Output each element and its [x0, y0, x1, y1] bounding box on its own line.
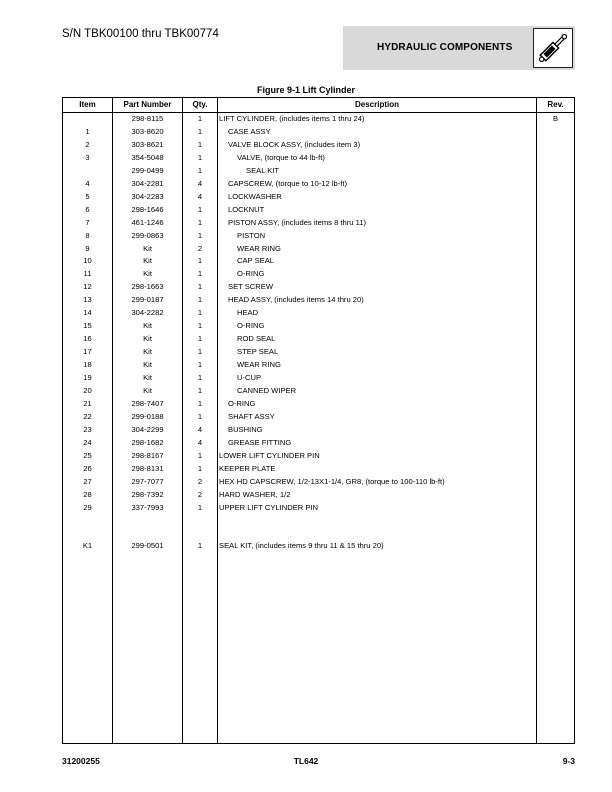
- part-number-cell: 298-8131: [131, 463, 164, 473]
- qty-cell: 1: [197, 398, 203, 408]
- table-row: [63, 139, 574, 151]
- description-cell: GREASE FITTING: [228, 437, 292, 447]
- item-cell: 13: [83, 295, 92, 305]
- parts-table: [62, 97, 575, 744]
- column-header-part-number: Part Number: [123, 100, 172, 109]
- qty-cell: 1: [197, 230, 203, 240]
- qty-cell: 1: [197, 139, 203, 149]
- description-cell: STEP SEAL: [237, 347, 279, 357]
- description-cell: WEAR RING: [237, 243, 281, 253]
- table-row: [63, 230, 574, 242]
- description-cell: CAP SEAL: [237, 256, 275, 266]
- item-cell: 11: [83, 269, 92, 279]
- description-cell: HARD WASHER, 1/2: [219, 489, 291, 499]
- table-row: [63, 152, 574, 164]
- qty-cell: 1: [197, 282, 203, 292]
- description-cell: CAPSCREW, (torque to 10-12 lb-ft): [228, 178, 348, 188]
- description-cell: LOCKWASHER: [228, 191, 282, 201]
- footer-page-number: 9-3: [562, 756, 575, 766]
- table-row: [63, 540, 574, 552]
- item-cell: 14: [83, 308, 92, 318]
- qty-cell: 1: [197, 204, 203, 214]
- description-cell: PISTON ASSY, (includes items 8 thru 11): [228, 217, 367, 227]
- part-number-cell: Kit: [143, 321, 152, 331]
- qty-cell: 4: [197, 424, 203, 434]
- part-number-cell: Kit: [143, 243, 152, 253]
- item-cell: 21: [83, 398, 92, 408]
- item-cell: 2: [85, 139, 90, 149]
- description-cell: KEEPER PLATE: [219, 463, 276, 473]
- hydraulic-cylinder-icon: [533, 28, 573, 68]
- qty-cell: 1: [197, 269, 203, 279]
- part-number-cell: 354-5048: [131, 152, 164, 162]
- serial-range: S/N TBK00100 thru TBK00774: [62, 28, 219, 40]
- qty-cell: 1: [197, 295, 203, 305]
- item-cell: 25: [83, 450, 92, 460]
- item-cell: 24: [83, 437, 92, 447]
- description-cell: CANNED WIPER: [237, 385, 297, 395]
- part-number-cell: 304-2281: [131, 178, 164, 188]
- table-row: [63, 243, 574, 255]
- part-number-cell: 299-0188: [131, 411, 164, 421]
- qty-cell: 1: [197, 114, 203, 123]
- table-row: [63, 437, 574, 449]
- section-title: HYDRAULIC COMPONENTS: [377, 42, 513, 53]
- figure-title: Figure 9-1 Lift Cylinder: [256, 85, 355, 95]
- part-number-cell: 299-0499: [131, 165, 164, 175]
- part-number-cell: 461-1246: [131, 217, 164, 227]
- qty-cell: 4: [197, 437, 203, 447]
- qty-cell: 1: [197, 165, 203, 175]
- qty-cell: 1: [197, 256, 203, 266]
- item-cell: 5: [85, 191, 90, 201]
- part-number-cell: 298-1663: [131, 282, 164, 292]
- description-cell: HEAD ASSY, (includes items 14 thru 20): [228, 295, 364, 305]
- qty-cell: 1: [197, 217, 203, 227]
- qty-cell: 1: [197, 321, 203, 331]
- part-number-cell: 298-7392: [131, 489, 164, 499]
- qty-cell: 4: [197, 178, 203, 188]
- qty-cell: 1: [197, 360, 203, 370]
- table-row: [63, 514, 574, 526]
- table-row: [63, 385, 574, 397]
- table-row: [63, 346, 574, 358]
- item-cell: 4: [85, 178, 90, 188]
- item-cell: 6: [85, 204, 90, 214]
- qty-cell: 1: [197, 373, 203, 382]
- table-row: [63, 126, 574, 138]
- table-row: [63, 165, 574, 177]
- item-cell: 1: [85, 126, 90, 136]
- item-cell: 12: [83, 282, 92, 292]
- description-cell: O-RING: [237, 269, 265, 279]
- table-row: [63, 268, 574, 280]
- part-number-cell: Kit: [143, 269, 152, 279]
- item-cell: 15: [83, 321, 92, 331]
- description-cell: LOWER LIFT CYLINDER PIN: [219, 450, 320, 460]
- item-cell: 16: [83, 334, 92, 344]
- part-number-cell: 298-8167: [131, 450, 164, 460]
- qty-cell: 1: [197, 463, 203, 473]
- item-cell: 8: [85, 230, 90, 240]
- part-number-cell: 298-1682: [131, 437, 164, 447]
- item-cell: 23: [83, 424, 92, 434]
- description-cell: SEAL KIT: [246, 165, 280, 175]
- item-cell: 26: [83, 463, 92, 473]
- item-cell: 27: [83, 476, 92, 486]
- item-cell: 29: [83, 502, 92, 512]
- footer-model: TL642: [293, 756, 319, 766]
- column-header-rev: Rev.: [547, 100, 564, 109]
- table-header: [63, 98, 574, 113]
- item-cell: 22: [83, 411, 92, 421]
- description-cell: WEAR RING: [237, 360, 281, 370]
- item-cell: 19: [83, 373, 92, 382]
- description-cell: LIFT CYLINDER, (includes items 1 thru 24): [219, 114, 365, 123]
- item-cell: K1: [82, 541, 93, 551]
- description-cell: LOCKNUT: [228, 204, 265, 214]
- qty-cell: 2: [197, 476, 203, 486]
- part-number-cell: 298-7407: [131, 398, 164, 408]
- part-number-cell: 299-0187: [131, 295, 164, 305]
- table-row: [63, 489, 574, 501]
- table-row: [63, 217, 574, 229]
- description-cell: HEAD: [237, 308, 259, 318]
- description-cell: SET SCREW: [228, 282, 274, 292]
- item-cell: 20: [83, 385, 92, 395]
- table-row: [63, 333, 574, 345]
- table-row: [63, 450, 574, 462]
- table-row: [63, 372, 574, 384]
- rev-cell: B: [552, 114, 559, 123]
- qty-cell: 2: [197, 489, 203, 499]
- table-row: [63, 411, 574, 423]
- part-number-cell: 303-8620: [131, 126, 164, 136]
- table-row: [63, 307, 574, 319]
- qty-cell: 1: [197, 334, 203, 344]
- column-header-description: Description: [354, 100, 399, 109]
- qty-cell: 4: [197, 191, 203, 201]
- description-cell: CASE ASSY: [228, 126, 271, 136]
- description-cell: BUSHING: [228, 424, 263, 434]
- table-row: [63, 178, 574, 190]
- part-number-cell: 304-2283: [131, 191, 164, 201]
- part-number-cell: 299-0863: [131, 230, 164, 240]
- table-row: [63, 320, 574, 332]
- column-header-qty: Qty.: [192, 100, 208, 109]
- table-row: [63, 424, 574, 436]
- table-row: [63, 204, 574, 216]
- description-cell: U-CUP: [237, 373, 262, 382]
- description-cell: SEAL KIT, (includes items 9 thru 11 & 15 thru 20): [219, 541, 384, 551]
- item-cell: 10: [83, 256, 92, 266]
- table-row: [63, 527, 574, 539]
- item-cell: 9: [85, 243, 90, 253]
- qty-cell: 1: [197, 450, 203, 460]
- qty-cell: 1: [197, 126, 203, 136]
- part-number-cell: Kit: [143, 360, 152, 370]
- part-number-cell: Kit: [143, 347, 152, 357]
- qty-cell: 1: [197, 308, 203, 318]
- qty-cell: 1: [197, 411, 203, 421]
- footer-doc-number: 31200255: [62, 756, 100, 766]
- part-number-cell: 297-7077: [131, 476, 164, 486]
- table-row: [63, 191, 574, 203]
- part-number-cell: Kit: [143, 334, 152, 344]
- table-row: [63, 113, 574, 125]
- description-cell: UPPER LIFT CYLINDER PIN: [219, 502, 319, 512]
- part-number-cell: 303-8621: [131, 139, 164, 149]
- description-cell: VALVE BLOCK ASSY, (includes item 3): [228, 139, 361, 149]
- part-number-cell: 337-7993: [131, 502, 164, 512]
- item-cell: 17: [83, 347, 92, 357]
- table-row: [63, 502, 574, 514]
- table-row: [63, 281, 574, 293]
- qty-cell: 2: [197, 243, 203, 253]
- qty-cell: 1: [197, 541, 203, 551]
- description-cell: VALVE, (torque to 44 lb-ft): [237, 152, 325, 162]
- qty-cell: 1: [197, 502, 203, 512]
- qty-cell: 1: [197, 347, 203, 357]
- item-cell: 7: [85, 217, 90, 227]
- description-cell: HEX HD CAPSCREW, 1/2-13X1-1/4, GR8, (torque to 100-110 lb-ft): [219, 476, 445, 486]
- description-cell: PISTON: [237, 230, 266, 240]
- item-cell: 28: [83, 489, 92, 499]
- table-row: [63, 294, 574, 306]
- part-number-cell: 298-1646: [131, 204, 164, 214]
- description-cell: SHAFT ASSY: [228, 411, 275, 421]
- table-row: [63, 476, 574, 488]
- description-cell: O-RING: [228, 398, 256, 408]
- column-header-item: Item: [79, 100, 96, 109]
- table-row: [63, 359, 574, 371]
- table-row: [63, 398, 574, 410]
- description-cell: O-RING: [237, 321, 265, 331]
- description-cell: ROD SEAL: [237, 334, 276, 344]
- part-number-cell: 298-8115: [131, 114, 164, 123]
- part-number-cell: Kit: [143, 373, 152, 382]
- part-number-cell: Kit: [143, 256, 152, 266]
- part-number-cell: 304-2282: [131, 308, 164, 318]
- table-row: [63, 255, 574, 267]
- part-number-cell: 299-0501: [131, 541, 164, 551]
- part-number-cell: 304-2299: [131, 424, 164, 434]
- part-number-cell: Kit: [143, 385, 152, 395]
- item-cell: 3: [85, 152, 90, 162]
- qty-cell: 1: [197, 385, 203, 395]
- item-cell: 18: [83, 360, 92, 370]
- qty-cell: 1: [197, 152, 203, 162]
- table-row: [63, 463, 574, 475]
